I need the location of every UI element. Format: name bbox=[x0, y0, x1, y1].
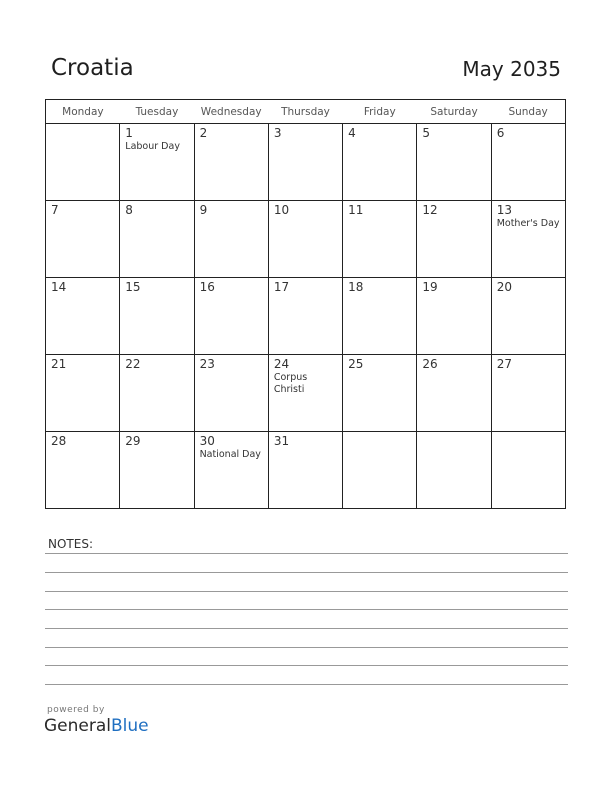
day-number: 10 bbox=[273, 203, 290, 217]
day-cell bbox=[343, 432, 417, 509]
day-cell bbox=[46, 124, 120, 201]
day-cell bbox=[343, 355, 417, 432]
weekday-header-row bbox=[46, 100, 566, 124]
day-number: 30 bbox=[199, 434, 215, 448]
day-cell bbox=[491, 432, 565, 509]
note-line bbox=[45, 609, 568, 610]
day-cell bbox=[194, 278, 268, 355]
day-cell bbox=[268, 432, 342, 509]
day-number: 15 bbox=[125, 280, 141, 294]
day-number: 1 bbox=[125, 126, 133, 140]
note-line bbox=[45, 572, 568, 573]
day-number: 27 bbox=[496, 357, 512, 371]
day-cell bbox=[268, 124, 342, 201]
day-number: 11 bbox=[348, 203, 364, 217]
day-number: 5 bbox=[422, 126, 431, 140]
day-cell bbox=[491, 201, 565, 278]
note-line bbox=[45, 553, 568, 554]
day-cell bbox=[268, 201, 342, 278]
day-cell bbox=[417, 278, 491, 355]
day-number: 31 bbox=[273, 434, 290, 448]
day-number: 24 bbox=[273, 357, 290, 371]
note-line bbox=[45, 628, 568, 629]
day-cell bbox=[343, 201, 417, 278]
day-number: 22 bbox=[125, 357, 141, 371]
weekday-sunday: Sunday bbox=[491, 100, 565, 124]
day-cell bbox=[194, 432, 268, 509]
week-row bbox=[46, 355, 566, 432]
day-number: 25 bbox=[348, 357, 364, 371]
day-number: 26 bbox=[422, 357, 438, 371]
day-cell bbox=[491, 278, 565, 355]
day-number: 17 bbox=[273, 280, 290, 294]
weekday-thursday: Thursday bbox=[268, 100, 342, 124]
day-cell bbox=[417, 201, 491, 278]
day-number: 19 bbox=[422, 280, 438, 294]
day-cell bbox=[417, 355, 491, 432]
weekday-friday: Friday bbox=[343, 100, 417, 124]
day-number: 20 bbox=[496, 280, 512, 294]
day-cell bbox=[120, 355, 194, 432]
month-year-title: May 2035 bbox=[462, 57, 561, 81]
day-cell bbox=[46, 432, 120, 509]
weekday-wednesday: Wednesday bbox=[194, 100, 268, 124]
day-number: 8 bbox=[125, 203, 133, 217]
holiday-label: Corpus Christi bbox=[273, 372, 308, 395]
day-cell bbox=[46, 355, 120, 432]
day-cell bbox=[194, 355, 268, 432]
day-cell bbox=[417, 432, 491, 509]
day-cell bbox=[120, 124, 194, 201]
note-line bbox=[45, 665, 568, 666]
brand-blue: Blue bbox=[111, 716, 149, 736]
note-line bbox=[45, 684, 568, 685]
day-cell bbox=[46, 201, 120, 278]
week-row bbox=[46, 201, 566, 278]
day-cell bbox=[343, 124, 417, 201]
day-cell bbox=[417, 124, 491, 201]
day-cell bbox=[120, 278, 194, 355]
country-title: Croatia bbox=[51, 55, 134, 81]
brand-general: General bbox=[44, 716, 111, 736]
day-cell bbox=[120, 432, 194, 509]
holiday-label: Mother's Day bbox=[496, 218, 560, 229]
weekday-tuesday: Tuesday bbox=[120, 100, 194, 124]
day-number: 14 bbox=[51, 280, 67, 294]
day-cell bbox=[194, 201, 268, 278]
week-row bbox=[46, 278, 566, 355]
day-number: 23 bbox=[199, 357, 215, 371]
weekday-monday: Monday bbox=[46, 100, 120, 124]
note-line bbox=[45, 647, 568, 648]
holiday-label: Labour Day bbox=[125, 141, 180, 152]
holiday-label: National Day bbox=[199, 449, 261, 460]
day-number: 2 bbox=[199, 126, 208, 140]
day-cell bbox=[268, 278, 342, 355]
day-number: 3 bbox=[273, 126, 282, 140]
day-cell bbox=[194, 124, 268, 201]
day-cell bbox=[120, 201, 194, 278]
day-cell bbox=[491, 355, 565, 432]
week-row bbox=[46, 124, 566, 201]
day-number: 6 bbox=[496, 126, 505, 140]
day-number: 29 bbox=[125, 434, 141, 448]
day-number: 28 bbox=[51, 434, 67, 448]
weekday-saturday: Saturday bbox=[417, 100, 491, 124]
day-number: 7 bbox=[51, 203, 59, 217]
day-number: 13 bbox=[496, 203, 512, 217]
notes-label: NOTES: bbox=[48, 537, 93, 551]
note-line bbox=[45, 591, 568, 592]
day-cell bbox=[46, 278, 120, 355]
day-number: 9 bbox=[199, 203, 208, 217]
day-number: 16 bbox=[199, 280, 215, 294]
day-number: 12 bbox=[422, 203, 438, 217]
day-cell bbox=[268, 355, 342, 432]
day-cell bbox=[491, 124, 565, 201]
week-row bbox=[46, 432, 566, 509]
day-number: 4 bbox=[348, 126, 356, 140]
calendar-grid bbox=[45, 99, 566, 509]
day-cell bbox=[343, 278, 417, 355]
powered-by-text: powered by bbox=[47, 705, 105, 715]
day-number: 18 bbox=[348, 280, 364, 294]
brand-logo bbox=[44, 716, 149, 736]
day-number: 21 bbox=[51, 357, 67, 371]
